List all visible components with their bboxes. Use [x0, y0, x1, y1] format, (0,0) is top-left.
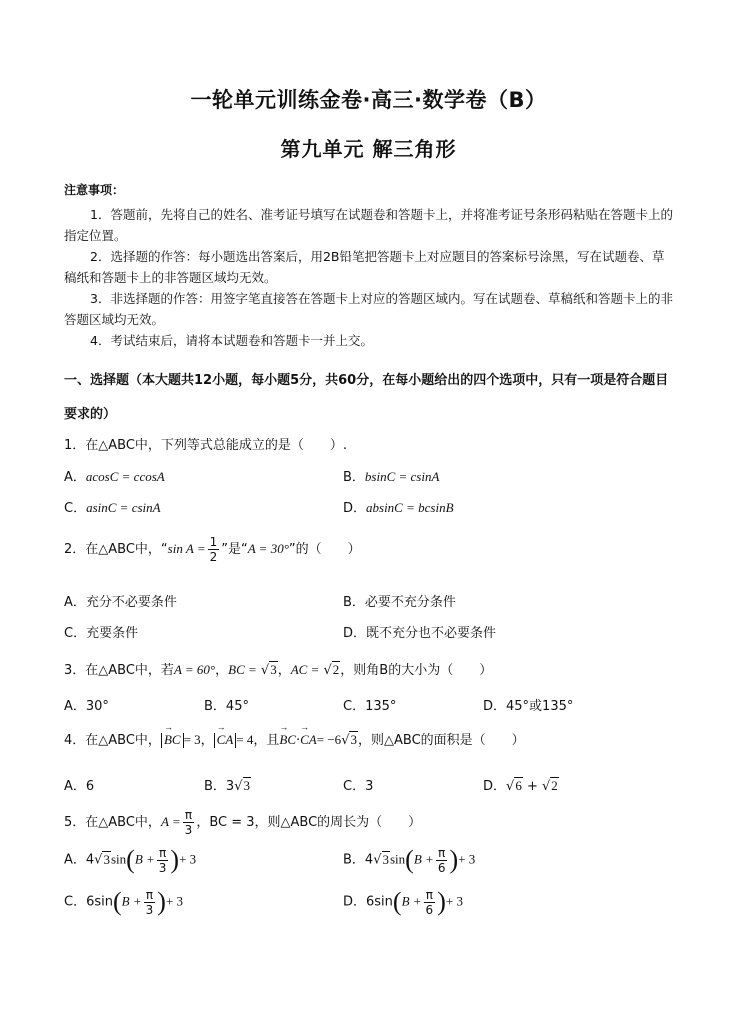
q3-option-c: C．135° — [343, 699, 397, 714]
exam-title: 一轮单元训练金卷·高三·数学卷（B） — [190, 88, 547, 112]
section-heading: 一、选择题（本大题共12小题，每小题5分，共60分，在每小题给出的四个选项中，只有一项是符合题目要求的） — [64, 373, 669, 422]
unit-title: 第九单元 解三角形 — [280, 137, 457, 161]
q4-option-c: C．3 — [343, 779, 374, 794]
q2-option-b: B．必要不充分条件 — [343, 595, 456, 610]
q3-option-d: D．45°或135° — [483, 699, 574, 714]
q3-option-a: A．30° — [64, 699, 109, 714]
note-item: 3．非选择题的作答：用签字笔直接答在答题卡上对应的答题区域内。写在试题卷、草稿纸和答题卡上的非答题区域均无效。 — [64, 291, 673, 327]
q4-option-d: D．√6 + √2 — [483, 778, 558, 794]
question-1: 1．在△ABC中，下列等式总能成立的是（ ）. — [64, 438, 348, 453]
q2-option-a: A．充分不必要条件 — [64, 595, 177, 610]
q2-option-c: C．充要条件 — [64, 626, 139, 641]
note-item: 4．考试结束后，请将本试题卷和答题卡一并上交。 — [90, 333, 373, 348]
q1-option-d: D．absinC = bcsinB — [343, 500, 454, 516]
q5-option-d: D．6sin(B + $\frac{\pi}{6}$ )+ 3 — [343, 887, 463, 917]
q1-option-b: B．bsinC = csinA — [343, 469, 440, 485]
question-3: 3．在△ABC中，若A = 60°，BC = √3，AC = √2，则角B的大小为（ ） — [64, 662, 493, 678]
q1-option-a: A．acosC = ccosA — [64, 469, 165, 485]
q1-option-c: C．asinC = csinA — [64, 500, 161, 516]
question-4: 4．在△ABC中，→ BC = 3，→ CA = 4，且→ BC·→ CA= −6√3，则△ABC的面积是（ ） — [64, 729, 525, 748]
q5-option-b: B．4√3sin(B + $\frac{\pi}{6}$ )+ 3 — [343, 845, 476, 875]
note-item: 2．选择题的作答：每小题选出答案后，用2B铅笔把答题卡上对应题目的答案标号涂黑，写在试题卷、草稿纸和答题卡上的非答题区域均无效。 — [64, 249, 665, 285]
q5-option-c: C．6sin(B + $\frac{\pi}{3}$ )+ 3 — [64, 887, 184, 917]
notes-heading: 注意事项： — [64, 183, 125, 197]
fraction: $\frac{1}{2}$ — [209, 535, 218, 564]
q3-option-b: B．45° — [204, 699, 249, 714]
fraction: $\frac{\pi}{3}$ — [184, 808, 193, 837]
q5-option-a: A．4√3sin(B + $\frac{\pi}{3}$ )+ 3 — [64, 845, 197, 875]
q2-option-d: D．既不充分也不必要条件 — [343, 626, 497, 641]
q4-option-a: A．6 — [64, 779, 95, 794]
note-item: 1．答题前，先将自己的姓名、准考证号填写在试题卷和答题卡上，并将准考证号条形码粘贴在答题卡上的指定位置。 — [64, 207, 673, 243]
question-2: 2．在△ABC中，“sin A = $\frac{1}{2}$ ”是“A = 30°”的（ ） — [64, 535, 361, 564]
q4-option-b: B．3√3 — [204, 778, 250, 794]
question-5: 5．在△ABC中，A = $\frac{\pi}{3}$ ，BC = 3，则△ABC的周长为（ ） — [64, 808, 422, 837]
